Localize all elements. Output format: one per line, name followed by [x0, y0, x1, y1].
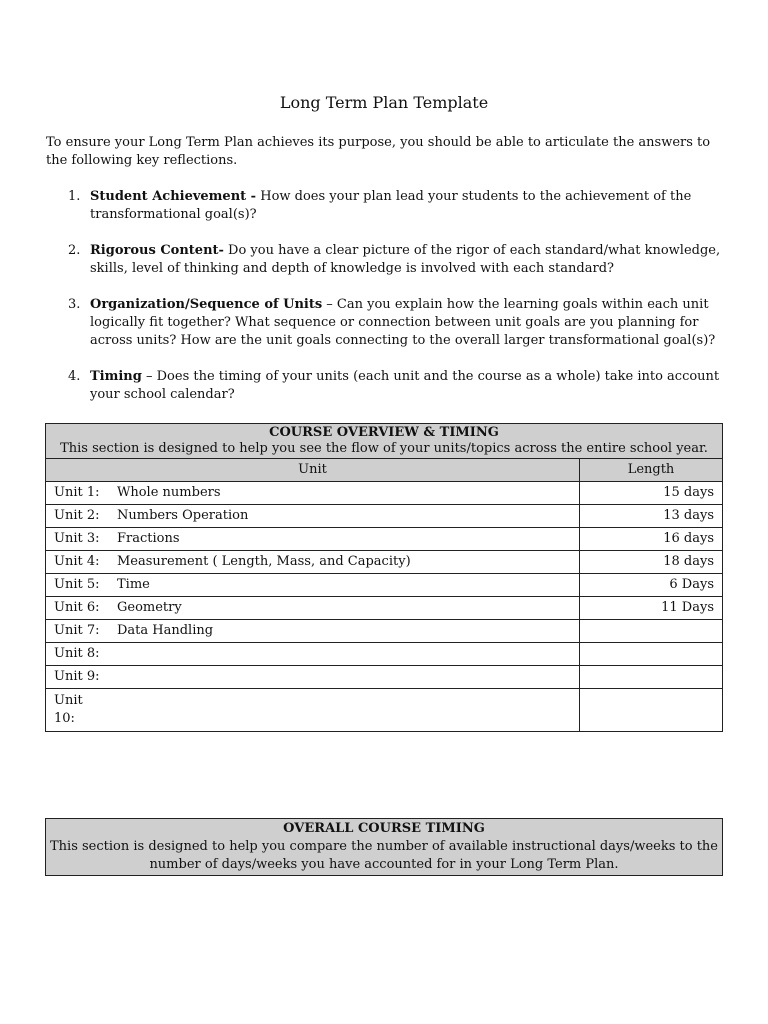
- reflection-number: 2.: [68, 243, 81, 258]
- reflection-item: [46, 188, 726, 224]
- overall-timing-box: [45, 818, 723, 876]
- table-row: [46, 482, 723, 505]
- unit-name: Data Handling: [117, 623, 214, 638]
- reflection-number: 3.: [68, 297, 81, 312]
- length-cell[interactable]: [580, 620, 723, 643]
- length-cell[interactable]: 16 days: [580, 528, 723, 551]
- reflection-number: 1.: [68, 189, 81, 204]
- unit-label: Unit 9:: [54, 669, 100, 684]
- unit-label: Unit 8:: [54, 646, 100, 661]
- length-cell[interactable]: [580, 689, 723, 732]
- unit-name: Time: [117, 577, 150, 592]
- reflection-text: – Does the timing of your units (each unit and the course as a whole) take into account your school calendar?: [90, 369, 720, 402]
- table-row: [46, 551, 723, 574]
- reflection-number: 4.: [68, 369, 81, 384]
- reflection-term: Student Achievement -: [90, 189, 257, 204]
- unit-name: Geometry: [117, 600, 182, 615]
- reflection-item: [46, 368, 726, 404]
- reflection-text: – Can you explain how the learning goals within each unit logically fit together? What sequence or connection between unit goals are you planning for across units? How are the unit goals connecting to the overall larger transformational goal(s)?: [90, 297, 716, 348]
- reflection-text: Do you have a clear picture of the rigor of each standard/what knowledge, skills, level of thinking and depth of knowledge is involved with each standard?: [90, 243, 721, 276]
- overview-title: COURSE OVERVIEW & TIMING: [269, 425, 499, 440]
- table-row: [46, 528, 723, 551]
- reflection-term: Organization/Sequence of Units: [90, 297, 323, 312]
- unit-cell[interactable]: [46, 666, 580, 689]
- unit-column-header: Unit: [46, 459, 580, 482]
- unit-name: Fractions: [117, 531, 180, 546]
- unit-cell[interactable]: [46, 551, 580, 574]
- unit-cell[interactable]: [46, 574, 580, 597]
- reflection-text: How does your plan lead your students to the achievement of the transformational goal(s)?: [90, 189, 692, 222]
- unit-name: Numbers Operation: [117, 508, 249, 523]
- reflections-list: [46, 188, 726, 422]
- table-row: [46, 574, 723, 597]
- table-row: [46, 505, 723, 528]
- table-row: [46, 597, 723, 620]
- unit-cell[interactable]: [46, 528, 580, 551]
- unit-label: Unit 4:: [54, 554, 100, 569]
- unit-label: Unit 2:: [54, 508, 100, 523]
- unit-name: Whole numbers: [117, 485, 221, 500]
- overview-subtitle: This section is designed to help you see the flow of your units/topics across the entire school year.: [60, 441, 708, 456]
- length-cell[interactable]: 18 days: [580, 551, 723, 574]
- timing-text: This section is designed to help you compare the number of available instructional days/weeks to the number of days/weeks you have accounted for in your Long Term Plan.: [50, 839, 718, 872]
- length-cell[interactable]: 11 Days: [580, 597, 723, 620]
- page-title: Long Term Plan Template: [279, 93, 489, 112]
- unit-cell[interactable]: [46, 482, 580, 505]
- reflection-item: [46, 242, 726, 278]
- unit-label: Unit 3:: [54, 531, 100, 546]
- reflection-term: Rigorous Content-: [90, 243, 224, 258]
- overview-header: [46, 424, 723, 459]
- overview-header-row: [46, 424, 723, 459]
- reflection-term: Timing: [90, 369, 142, 384]
- unit-cell[interactable]: [46, 620, 580, 643]
- length-cell[interactable]: 6 Days: [580, 574, 723, 597]
- unit-label: Unit 1:: [54, 485, 100, 500]
- length-cell[interactable]: 13 days: [580, 505, 723, 528]
- unit-cell[interactable]: [46, 597, 580, 620]
- timing-title: OVERALL COURSE TIMING: [283, 821, 485, 836]
- unit-label: Unit 7:: [54, 623, 100, 638]
- table-row: [46, 620, 723, 643]
- unit-label: Unit 6:: [54, 600, 100, 615]
- unit-label: Unit 5:: [54, 577, 100, 592]
- length-cell[interactable]: [580, 643, 723, 666]
- table-row: [46, 666, 723, 689]
- unit-name: Measurement ( Length, Mass, and Capacity): [117, 554, 411, 569]
- reflection-item: [46, 296, 726, 350]
- length-column-header: Length: [580, 459, 723, 482]
- unit-cell[interactable]: [46, 505, 580, 528]
- intro-paragraph: To ensure your Long Term Plan achieves its purpose, you should be able to articulate the answers to the following key reflections.: [46, 135, 711, 168]
- course-overview-table: [45, 423, 723, 732]
- unit-cell[interactable]: [46, 643, 580, 666]
- unit-cell[interactable]: [46, 689, 580, 732]
- unit-label: Unit 10:: [54, 693, 83, 726]
- table-row: [46, 643, 723, 666]
- length-cell[interactable]: 15 days: [580, 482, 723, 505]
- column-header-row: [46, 459, 723, 482]
- length-cell[interactable]: [580, 666, 723, 689]
- table-row: [46, 689, 723, 732]
